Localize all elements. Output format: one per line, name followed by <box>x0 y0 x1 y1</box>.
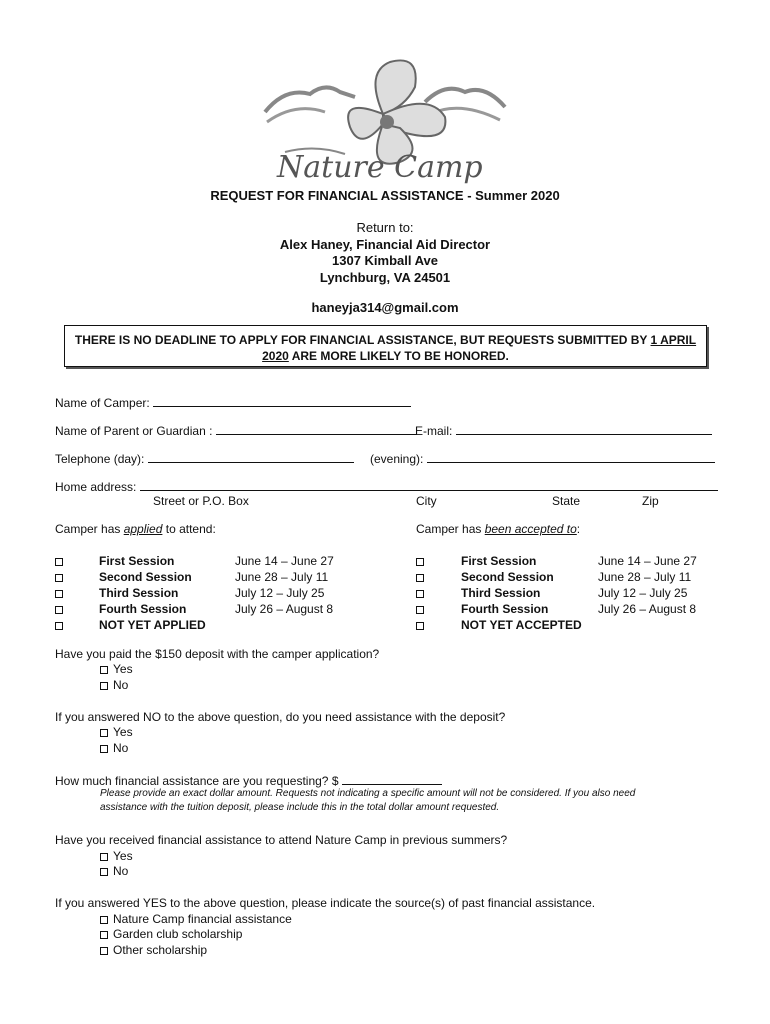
deposit-no-label: No <box>113 678 129 692</box>
parent-name-label: Name of Parent or Guardian : <box>55 424 213 438</box>
deposit-assist-question: If you answered NO to the above question, do you need assistance with the deposit? <box>55 710 506 724</box>
accepted-label-1: First Session <box>461 554 537 568</box>
parent-name-row <box>55 422 416 438</box>
accepted-row <box>416 618 429 632</box>
logo-text: Nature Camp <box>277 150 483 185</box>
aid-source-garden-checkbox[interactable] <box>100 931 108 939</box>
applied-label-3: Third Session <box>99 586 179 600</box>
tel-evening-row <box>370 450 715 466</box>
applied-row <box>55 586 68 600</box>
amount-field[interactable] <box>342 772 442 785</box>
prior-aid-no-checkbox[interactable] <box>100 868 108 876</box>
accepted-heading-post: : <box>576 522 581 536</box>
accepted-row <box>416 570 429 584</box>
accepted-row <box>416 602 429 616</box>
tel-day-field[interactable] <box>148 450 354 463</box>
tel-day-row <box>55 450 354 466</box>
contact-email: haneyja314@gmail.com <box>311 300 459 315</box>
amount-question: How much financial assistance are you requesting? $ <box>55 774 339 788</box>
prior-aid-yes-label: Yes <box>113 849 133 863</box>
deposit-option <box>100 678 128 692</box>
home-address-label: Home address: <box>55 480 137 494</box>
applied-dates-2: June 28 – July 11 <box>235 570 329 584</box>
accepted-dates-2: June 28 – July 11 <box>598 570 692 584</box>
accepted-label-3: Third Session <box>461 586 541 600</box>
applied-label-2: Second Session <box>99 570 192 584</box>
applied-row <box>55 554 68 568</box>
deadline-date-1: 1 APRIL <box>650 333 697 347</box>
accepted-checkbox-3[interactable] <box>416 590 424 598</box>
applied-heading <box>55 522 216 536</box>
deposit-assist-yes-checkbox[interactable] <box>100 729 108 737</box>
tel-evening-label: (evening): <box>370 452 424 466</box>
prior-aid-option <box>100 864 128 878</box>
zip-sublabel: Zip <box>642 494 659 508</box>
accepted-label-4: Fourth Session <box>461 602 549 616</box>
applied-heading-emph: applied <box>123 522 163 536</box>
city-sublabel: City <box>416 494 437 508</box>
aid-source-question: If you answered YES to the above question, please indicate the source(s) of past financial assistance. <box>55 896 596 910</box>
accepted-label-2: Second Session <box>461 570 554 584</box>
applied-checkbox-4[interactable] <box>55 606 63 614</box>
applied-heading-pre: Camper has <box>55 522 124 536</box>
parent-name-field[interactable] <box>216 422 416 435</box>
accepted-dates-3: July 12 – July 25 <box>598 586 688 600</box>
state-sublabel: State <box>552 494 581 508</box>
accepted-checkbox-2[interactable] <box>416 574 424 582</box>
applied-checkbox-2[interactable] <box>55 574 63 582</box>
camper-name-row <box>55 394 411 410</box>
aid-source-other-label: Other scholarship <box>113 943 208 957</box>
deadline-date-2: 2020 <box>262 349 289 363</box>
email-label: E-mail: <box>415 424 453 438</box>
nature-camp-logo <box>255 52 515 190</box>
prior-aid-yes-checkbox[interactable] <box>100 853 108 861</box>
amount-note-2: assistance with the tuition deposit, please include this in the total dollar amount requested. <box>100 802 500 813</box>
camper-name-label: Name of Camper: <box>55 396 150 410</box>
city-address: Lynchburg, VA 24501 <box>319 270 451 285</box>
deposit-yes-label: Yes <box>113 662 133 676</box>
return-to-label: Return to: <box>356 220 414 235</box>
accepted-heading-pre: Camper has <box>416 522 485 536</box>
accepted-heading-emph: been accepted to <box>484 522 577 536</box>
applied-label-1: First Session <box>99 554 175 568</box>
aid-source-other-checkbox[interactable] <box>100 947 108 955</box>
accepted-checkbox-1[interactable] <box>416 558 424 566</box>
accepted-label-5: NOT YET ACCEPTED <box>461 618 582 632</box>
deposit-assist-no-checkbox[interactable] <box>100 745 108 753</box>
director-name: Alex Haney, Financial Aid Director <box>279 237 491 252</box>
aid-source-option <box>100 912 292 926</box>
applied-checkbox-3[interactable] <box>55 590 63 598</box>
applied-dates-4: July 26 – August 8 <box>235 602 334 616</box>
aid-source-garden-label: Garden club scholarship <box>113 927 243 941</box>
deadline-notice <box>64 325 707 367</box>
aid-source-option <box>100 927 242 941</box>
amount-note-1: Please provide an exact dollar amount. Requests not indicating a specific amount will not be considered. If you also need <box>100 788 636 799</box>
applied-row <box>55 570 68 584</box>
accepted-row <box>416 554 429 568</box>
accepted-checkbox-5[interactable] <box>416 622 424 630</box>
applied-dates-1: June 14 – June 27 <box>235 554 334 568</box>
deposit-yes-checkbox[interactable] <box>100 666 108 674</box>
tel-day-label: Telephone (day): <box>55 452 145 466</box>
camper-name-field[interactable] <box>153 394 411 407</box>
street-sublabel: Street or P.O. Box <box>153 494 249 508</box>
aid-source-option <box>100 943 207 957</box>
deposit-assist-option <box>100 741 128 755</box>
deposit-no-checkbox[interactable] <box>100 682 108 690</box>
accepted-heading <box>416 522 580 536</box>
deposit-question: Have you paid the $150 deposit with the camper application? <box>55 647 380 661</box>
applied-label-4: Fourth Session <box>99 602 187 616</box>
aid-source-camp-label: Nature Camp financial assistance <box>113 912 292 926</box>
accepted-dates-1: June 14 – June 27 <box>598 554 697 568</box>
deposit-assist-yes-label: Yes <box>113 725 133 739</box>
applied-label-5: NOT YET APPLIED <box>99 618 206 632</box>
accepted-dates-4: July 26 – August 8 <box>598 602 697 616</box>
accepted-checkbox-4[interactable] <box>416 606 424 614</box>
aid-source-camp-checkbox[interactable] <box>100 916 108 924</box>
deposit-assist-option <box>100 725 133 739</box>
applied-row <box>55 602 68 616</box>
deadline-text-1: THERE IS NO DEADLINE TO APPLY FOR FINANCIAL ASSISTANCE, BUT REQUESTS SUBMITTED BY <box>74 333 651 347</box>
home-address-field[interactable] <box>140 478 718 491</box>
email-field[interactable] <box>456 422 712 435</box>
form-title: REQUEST FOR FINANCIAL ASSISTANCE - Summer 2020 <box>210 188 560 203</box>
prior-aid-question: Have you received financial assistance to attend Nature Camp in previous summers? <box>55 833 508 847</box>
email-row <box>415 422 712 438</box>
home-address-row <box>55 478 718 494</box>
deposit-assist-no-label: No <box>113 741 129 755</box>
prior-aid-option <box>100 849 133 863</box>
street-address: 1307 Kimball Ave <box>332 253 438 268</box>
accepted-row <box>416 586 429 600</box>
deadline-text-2: ARE MORE LIKELY TO BE HONORED. <box>288 349 509 363</box>
prior-aid-no-label: No <box>113 864 129 878</box>
applied-heading-post: to attend: <box>162 522 216 536</box>
applied-row <box>55 618 68 632</box>
applied-checkbox-1[interactable] <box>55 558 63 566</box>
applied-dates-3: July 12 – July 25 <box>235 586 325 600</box>
tel-evening-field[interactable] <box>427 450 715 463</box>
amount-row <box>55 772 442 788</box>
applied-checkbox-5[interactable] <box>55 622 63 630</box>
deposit-option <box>100 662 133 676</box>
